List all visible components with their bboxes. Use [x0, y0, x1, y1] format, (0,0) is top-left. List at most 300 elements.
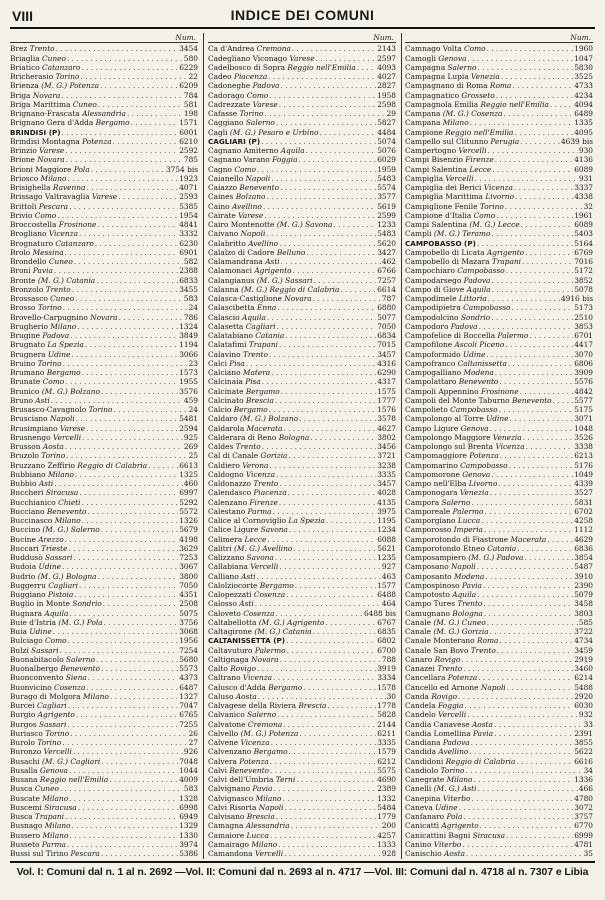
province-name: (M. G.) Cosenza: [442, 109, 503, 118]
leader-dots: [103, 599, 178, 608]
index-entry: [208, 229, 396, 238]
comune-name: Calabritto Avellino: [208, 238, 279, 248]
entry-number: 4734: [574, 636, 593, 646]
comune-name: Caines Bolzano: [208, 192, 266, 202]
province-name: Novara: [284, 294, 312, 303]
comune-name: Briosco Milano: [10, 173, 67, 183]
leader-dots: [82, 498, 179, 507]
entry-number: 1954: [179, 210, 198, 220]
comune-name: Campolongo sul Brenta Vicenza: [405, 442, 525, 451]
province-name: Torino: [37, 358, 62, 368]
entry-number: 1328: [179, 793, 198, 803]
comune-name: Brossasco Cuneo: [10, 294, 75, 303]
entry-number: 5575: [377, 765, 396, 775]
province-name: Sassari: [39, 719, 67, 729]
index-entry: [405, 729, 593, 738]
index-entry: [10, 202, 198, 211]
province-name: Padova: [463, 275, 491, 285]
province-name: Varese: [59, 423, 86, 433]
leader-dots: [490, 488, 573, 497]
province-name: (M. G.) Reggio di Calabria: [241, 284, 340, 294]
index-entry: [10, 229, 198, 238]
comune-name: Caivano Napoli: [208, 229, 266, 239]
comune-name: Camairago Milano: [208, 839, 278, 849]
index-entry: [10, 276, 198, 285]
index-entry: [405, 636, 593, 645]
entry-number: 4071: [179, 183, 198, 192]
leader-dots: [526, 442, 574, 451]
comune-name: Calliano Asti: [208, 571, 256, 581]
comune-name: Campomorone Genova: [405, 469, 491, 479]
comune-name: Campora Salerno: [405, 497, 471, 507]
index-entry: [405, 581, 593, 590]
index-entry: [405, 303, 593, 312]
province-name: Roma: [476, 636, 499, 646]
entry-number: 6998: [179, 802, 198, 812]
leader-dots: [520, 387, 574, 396]
leader-dots: [529, 331, 573, 340]
province-name: Padova: [252, 81, 280, 91]
leader-dots: [98, 572, 179, 581]
comune-name: Campione Reggio nell'Emilia: [405, 127, 514, 137]
entry-number: 4842: [574, 386, 593, 396]
province-name: Padova: [42, 331, 70, 340]
index-entry: [405, 812, 593, 821]
comune-name: Calamonaci Agrigento: [208, 266, 292, 276]
province-name: (M. G.) Savona: [276, 220, 333, 229]
index-entry: [208, 525, 396, 534]
index-entry: [405, 91, 593, 100]
leader-dots: [512, 81, 573, 90]
entry-number: 1234: [377, 525, 396, 535]
comune-name: Camporotondo Etneo Catania: [405, 543, 517, 553]
leader-dots: [277, 303, 376, 312]
leader-dots: [303, 683, 376, 692]
index-entry: [405, 794, 593, 803]
province-name: Novara: [32, 90, 61, 100]
entry-number: 5074: [377, 136, 396, 146]
index-entry: [405, 618, 593, 627]
index-entry: [208, 155, 396, 164]
leader-dots: [473, 775, 573, 784]
comune-name: Canegrate Milano: [405, 775, 473, 784]
province-name: Frosinone: [58, 220, 97, 229]
index-entry: [208, 192, 396, 201]
province-name: Asti: [265, 257, 280, 266]
province-name: Udine: [29, 627, 52, 636]
province-name: Bergamo: [259, 580, 294, 590]
province-name: Roma: [489, 81, 512, 91]
index-entry: [208, 137, 396, 146]
leader-dots: [275, 396, 376, 405]
index-entry: [405, 202, 593, 211]
entry-number: 23: [188, 358, 198, 368]
entry-number: 460: [183, 479, 198, 488]
entry-number: 25: [188, 451, 198, 461]
comune-name: Campana Milano: [405, 118, 469, 128]
province-name: Cuneo: [72, 99, 97, 109]
province-name: Bergamo: [253, 747, 288, 757]
entry-number: 2827: [377, 81, 396, 91]
index-entry: [10, 174, 198, 183]
index-entry: [405, 655, 593, 664]
entry-number: 6616: [574, 756, 593, 766]
comune-name: Caldaro (M. G.) Bolzano: [208, 414, 299, 424]
comune-name: Calangianus (M. G.) Sassari: [208, 275, 313, 285]
index-entry: [208, 433, 396, 442]
leader-dots: [293, 266, 377, 275]
comune-name: Candela Foggia: [405, 701, 464, 710]
leader-dots: [273, 673, 376, 682]
comune-name: Brignano Gera d'Adda Bergamo: [10, 118, 130, 128]
index-entry: [208, 387, 396, 396]
province-name: Trento: [470, 645, 496, 655]
province-name: Como: [45, 636, 67, 646]
comune-name: Busca Cuneo: [10, 784, 59, 794]
comune-name: Brione Novara: [10, 155, 65, 165]
leader-dots: [69, 831, 178, 840]
leader-dots: [53, 627, 178, 636]
index-entry: [405, 220, 593, 229]
province-name: Catanzaro: [55, 238, 94, 248]
leader-dots: [293, 544, 376, 553]
province-name: Reggio nell'Emilia: [287, 62, 356, 72]
province-name: Avellino: [438, 747, 469, 757]
entry-number: 5403: [574, 229, 593, 239]
leader-dots: [279, 479, 376, 488]
entry-number: 463: [381, 571, 396, 581]
province-name: Terni: [275, 775, 296, 784]
entry-number: 3756: [179, 617, 198, 627]
comune-name: Caldonazzo Trento: [208, 479, 279, 488]
index-entry: [405, 294, 593, 303]
province-name: [35, 858, 82, 859]
province-name: Varese: [39, 146, 65, 155]
comune-name: Calasca-Castiglione Novara: [208, 294, 312, 303]
entry-number: 5573: [179, 664, 198, 673]
leader-dots: [553, 396, 574, 405]
province-name: (M. G.) Padova: [468, 553, 524, 562]
leader-dots: [503, 109, 573, 118]
index-entry: [208, 174, 396, 183]
province-name: (M. G.) Salerno: [42, 525, 100, 535]
entry-number: 6836: [574, 543, 593, 553]
index-entry: [405, 266, 593, 275]
province-name: Pavia: [473, 728, 494, 738]
comune-name: Calenzano Firenze: [208, 497, 278, 507]
index-entry: [10, 673, 198, 682]
leader-dots: [283, 424, 376, 433]
entry-number: 4093: [377, 62, 396, 72]
comune-name: Brugnera Udine: [10, 349, 71, 359]
comune-name: Campagna Salerno: [405, 62, 477, 72]
leader-dots: [510, 414, 574, 423]
comune-name: Canazei Trento: [405, 664, 463, 673]
comune-name: Camporotondo di Fiastrone Macerata: [405, 534, 547, 544]
leader-dots: [477, 562, 573, 571]
leader-dots: [285, 803, 377, 812]
leader-dots: [80, 72, 187, 81]
comune-name: Calciano Matera: [208, 368, 271, 377]
index-entry: [10, 44, 198, 53]
entry-number: 581: [183, 99, 198, 109]
comune-name: Calvignano Pavia: [208, 784, 273, 794]
comune-name: Bugnara Aquila: [10, 608, 69, 618]
entry-number: 927: [381, 562, 396, 572]
index-entry: [208, 405, 396, 414]
province-name: Trento: [45, 284, 71, 294]
province-name: Caltanissetta: [457, 358, 507, 368]
province-name: Macerata: [246, 423, 283, 433]
index-entry: [208, 757, 396, 766]
province-name: [439, 858, 463, 859]
entry-number: 6701: [574, 331, 593, 340]
entry-number: 4484: [377, 127, 396, 137]
leader-dots: [271, 368, 376, 377]
entry-number: 6229: [179, 62, 198, 72]
index-entry: [405, 831, 593, 840]
province-name: Pavia: [252, 784, 273, 794]
index-entry: [405, 350, 593, 359]
province-name: Gorizia: [260, 451, 288, 461]
leader-dots: [279, 562, 381, 571]
leader-dots: [477, 784, 577, 793]
comune-name: Calitri (M. G.) Avellino: [208, 543, 293, 553]
leader-dots: [72, 285, 178, 294]
province-name: Novara: [251, 654, 279, 664]
leader-dots: [91, 165, 165, 174]
leader-dots: [475, 174, 578, 183]
province-name: Salerno: [66, 654, 95, 664]
comune-name: Cafasse Torino: [208, 109, 264, 118]
entry-number: 6770: [574, 821, 593, 831]
comune-name: Canale (M. G.) Gorizia: [405, 627, 489, 636]
province-name: Cosenza: [243, 608, 275, 618]
entry-number: 5574: [377, 183, 396, 192]
entry-number: 4351: [179, 590, 198, 599]
index-entry: [208, 488, 396, 497]
leader-dots: [77, 322, 178, 331]
comune-name: Campobello di Licata Agrigento: [405, 247, 525, 257]
entry-number: 3457: [377, 479, 396, 488]
entry-number: 5487: [574, 562, 593, 572]
province-name: Varese: [238, 210, 264, 220]
comune-name: Canale Monterano Roma: [405, 636, 499, 646]
index-entry: [208, 766, 396, 775]
leader-dots: [520, 137, 560, 146]
province-name: Genova: [39, 765, 68, 775]
entry-number: 4027: [377, 72, 396, 81]
comune-name: Campoformido Udine: [405, 349, 486, 359]
province-name: Catania: [487, 543, 517, 553]
leader-dots: [477, 63, 573, 72]
leader-dots: [258, 692, 386, 701]
entry-number: 6001: [179, 127, 198, 137]
entry-number: 6214: [574, 673, 593, 683]
province-name: Parma: [41, 839, 66, 849]
province-name: Vicenza: [242, 673, 273, 683]
leader-dots: [286, 590, 376, 599]
index-entry: [10, 109, 198, 118]
entry-number: 5488: [574, 682, 593, 692]
index-entry: [208, 535, 396, 544]
entry-number: 2593: [179, 192, 198, 202]
province-name: Como: [234, 164, 256, 174]
leader-dots: [65, 248, 179, 257]
comune-name: Canfanaro Pola: [405, 812, 463, 821]
comune-name: Camposano Napoli: [405, 562, 476, 572]
entry-number: 3757: [574, 812, 593, 821]
entry-number: 1578: [377, 682, 396, 692]
comune-name: Caneva Udine: [405, 802, 458, 812]
entry-number: 4841: [179, 220, 198, 229]
index-entry: [405, 766, 593, 775]
leader-dots: [291, 821, 381, 830]
entry-number: 6833: [179, 275, 198, 285]
comune-name: Candia Lomellina Pavia: [405, 728, 494, 738]
index-entry: [405, 840, 593, 849]
leader-dots: [494, 720, 583, 729]
comune-name: Brugine Padova: [10, 331, 70, 340]
leader-dots: [478, 673, 573, 682]
leader-dots: [98, 100, 183, 109]
entry-number: 2388: [179, 266, 198, 276]
entry-number: 3802: [377, 432, 396, 442]
index-entry: [10, 683, 198, 692]
comune-name: Canale (M. G.) Cuneo: [405, 617, 486, 627]
province-name: Milano: [44, 821, 71, 831]
leader-dots: [269, 350, 376, 359]
index-entry: [405, 784, 593, 793]
entry-number: 5830: [574, 62, 593, 72]
index-entry: [208, 479, 396, 488]
comune-name: Bubbiano Milano: [10, 469, 74, 479]
entry-number: 3335: [377, 738, 396, 747]
province-name: Piacenza: [253, 488, 287, 498]
index-entry: [208, 498, 396, 507]
entry-number: 1235: [377, 553, 396, 562]
leader-dots: [79, 488, 178, 497]
comune-name: Campi Salentina (M. G.) Lecce: [405, 220, 520, 229]
entry-number: 930: [578, 146, 593, 155]
comune-name: Candida Avellino: [405, 747, 469, 757]
province-name: (M. G.) Potenza: [41, 81, 100, 91]
index-entry: [208, 710, 396, 719]
leader-dots: [96, 276, 178, 285]
index-entry: [405, 155, 593, 164]
comune-name: Calice Ligure Savona: [208, 525, 288, 535]
leader-dots: [101, 664, 178, 673]
comune-name: Cadrezzate Varese: [208, 99, 278, 109]
leader-dots: [101, 525, 178, 534]
province-name: Bergamo: [46, 368, 81, 377]
entry-number: 2594: [179, 423, 198, 433]
entry-number: 932: [578, 710, 593, 720]
leader-dots: [285, 331, 376, 340]
leader-dots: [101, 387, 178, 396]
leader-dots: [67, 840, 178, 849]
leader-dots: [299, 414, 376, 423]
index-entry: [10, 137, 198, 146]
entry-number: 6702: [574, 506, 593, 516]
index-entry: [10, 313, 198, 322]
entry-number: 3427: [377, 247, 396, 257]
leader-dots: [550, 100, 573, 109]
leader-dots: [495, 368, 573, 377]
comune-name: Brusciano Napoli: [10, 414, 75, 424]
index-entry: [208, 109, 396, 118]
province-name: La Spezia: [47, 340, 84, 350]
comune-name: Calvignasco Milano: [208, 793, 282, 803]
index-entry: [208, 627, 396, 636]
entry-number: 7257: [377, 275, 396, 285]
index-entry: [10, 599, 198, 608]
entry-number: 4095: [574, 127, 593, 137]
leader-dots: [267, 535, 376, 544]
comune-name: Budrio (M. G.) Bologna: [10, 571, 97, 581]
comune-name: Buscemi Siracusa: [10, 802, 77, 812]
leader-dots: [110, 692, 178, 701]
entry-number: 6489: [574, 109, 593, 118]
leader-dots: [313, 294, 381, 303]
comune-name: Caldiero Verona: [208, 460, 269, 470]
entry-number: 1233: [377, 220, 396, 229]
comune-name: Buonabitacolo Salerno: [10, 654, 95, 664]
province-name: Vercelli: [458, 146, 487, 155]
leader-dots: [68, 636, 179, 645]
index-entry: [405, 507, 593, 516]
index-entry: [405, 405, 593, 414]
leader-dots: [76, 414, 178, 423]
leader-dots: [61, 91, 183, 100]
leader-dots: [491, 229, 573, 238]
index-entry: [10, 220, 198, 229]
comune-name: Cagnano Varano Foggia: [208, 155, 298, 165]
index-entry: [10, 340, 198, 349]
province-name: (M. G.) Cuneo: [433, 617, 486, 627]
comune-name: Canale San Bovo Trento: [405, 645, 496, 655]
province-name: Aquila: [452, 590, 477, 599]
footer-rule: [10, 861, 595, 863]
entry-number: 5078: [574, 284, 593, 294]
index-entry: [405, 192, 593, 201]
leader-dots: [479, 322, 574, 331]
index-entry: [405, 276, 593, 285]
province-name: Torino: [41, 451, 66, 461]
entry-number: 785: [183, 155, 198, 165]
province-name: Brescia: [245, 395, 274, 405]
leader-dots: [70, 331, 178, 340]
province-name: Rovigo: [230, 664, 256, 673]
entry-number: 1959: [377, 164, 396, 174]
leader-dots: [289, 525, 376, 534]
comune-name: Calcinato Brescia: [208, 395, 274, 405]
province-name: Frosinone: [480, 386, 519, 396]
index-entry: [405, 340, 593, 349]
leader-dots: [471, 794, 573, 803]
leader-dots: [257, 664, 376, 673]
comune-name: Calanna (M. G.) Reggio di Calabria: [208, 284, 340, 294]
province-name: Aquila: [44, 608, 69, 618]
leader-dots: [487, 44, 574, 53]
index-entry: [10, 165, 198, 174]
index-entry: [405, 479, 593, 488]
comune-name: Buonalbergo Benevento: [10, 664, 101, 673]
index-entry: [208, 146, 396, 155]
leader-dots: [97, 220, 178, 229]
comune-name: Briaglia Cuneo: [10, 53, 66, 63]
leader-dots: [65, 442, 183, 451]
